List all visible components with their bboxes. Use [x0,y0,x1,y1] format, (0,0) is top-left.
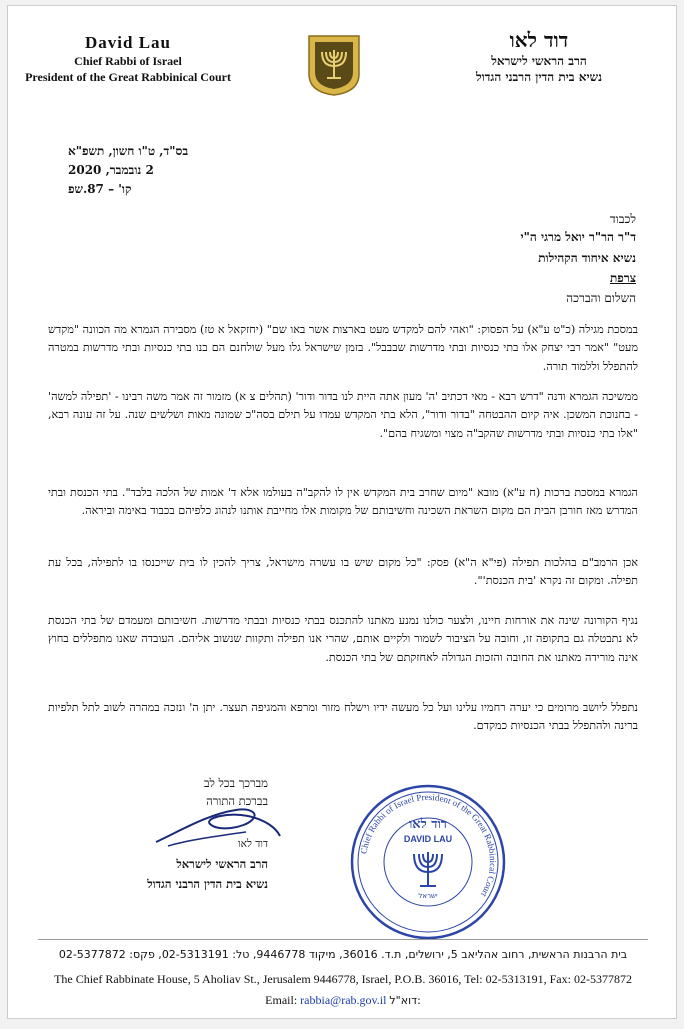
stamp-hebrew-name: דוד לאו [408,817,448,832]
footer-address-english: The Chief Rabbinate House, 5 Aholiav St., Jerusalem 9446778, Israel, P.O.B. 36016, Tel: 02-5313191, Fax: 02-5377872 [54,972,632,986]
letterhead-he-subtitle: נשיא בית הדין הרבני הגדול [475,70,603,84]
letterhead-en-subtitle: President of the Great Rabbinical Court [25,70,231,84]
email-link[interactable]: rabbia@rab.gov.il [300,993,387,1007]
closing-line-1: מברכך בכל לב [203,776,268,790]
greeting: השלום והברכה [566,291,636,305]
body-paragraph-6: נתפלל ליושב מרומים כי יערה רחמיו עלינו ועל כל מעשה ידיו וישלח מזור ומרפא והמגיפה תעצר. יתן ה' ונזכה במהרה לשוב לתל תלפיות ברינה ולהתפלל בבתי הכנסיות כמקדם. [48,701,638,733]
hebrew-date: בס"ד, ט"ו חשון, תשפ"א [68,144,189,158]
addressee-org: נשיא איחוד הקהילות [538,251,636,265]
addressee-to: לכבוד [609,212,636,226]
letterhead-en-title: Chief Rabbi of Israel [74,54,182,68]
footer-divider [38,939,648,940]
signature-name: דוד לאו [237,838,268,850]
official-stamp [348,782,508,942]
signer-title-1: הרב הראשי לישראל [176,857,268,871]
stamp-emblem-label: ישראל [418,892,438,900]
reference-number: קו' – 87.שפ [68,182,132,196]
footer-email-line [8,993,677,1008]
body-paragraph-2: ממשיכה הגמרא ודנה "דרש רבא - מאי דכתיב 'ה' מעון אתה היית לנו בדור ודור' (תהלים צ א) מזמור זה אמר משה רבינו - 'תפילה למשה' - בחנוכת המשכן. איה קיום ההבטחה "בדור ודור", הלא בתי המקדש עמדו על תילם בסה"כ שמונה מאות ושלשים שנה. על זה עונה רבא, "אלו בתי כנסיות ובתי מדרשות שהקב"ה מצוי ומשגיח בהם". [48,390,638,440]
footer-address-hebrew: בית הרבנות הראשית, רחוב אהליאב 5, ירושלים, ת.ד. 36016, מיקוד 9446778, טל: 02-5313191, פקס: 02-5377872 [58,948,628,961]
signer-title-2: נשיא בית הדין הרבני הגדול [147,877,268,891]
body-paragraph-1: במסכת מגילה (כ"ט ע"א) על הפסוק: "ואהי להם למקדש מעט בארצות אשר באו שם" (יחזקאל א טז) מסבירה הגמרא מה הכוונה "מקדש מעט" "אמר רבי יצחק אלו בתי כנסיות ובתי מדרשות שבבבל". בזמן שישראל גלו מעל שולחנם הם בנו בתי כנסיות ובתי מדרשות במטרה להתפלל וללמוד תורה. [48,323,638,373]
stamp-ring-english: Chief Rabbi of Israel President of the Great Rabbinical Court [358,791,499,899]
body-paragraph-3: הגמרא במסכת ברכות (ח ע"א) מובא "מיום שחרב בית המקדש אין לו להקב"ה בעולמו אלא ד' אמות של הלכה בלבד". בתי הכנסת ובתי המדרש מאז חורבן הבית הם מקום השראת השכינה וחשיבותם של מקומות אלו מחייבת אותנו לנהוג כלפיהם בכבוד באימה וביראה. [48,486,638,518]
letterhead-he-title: הרב הראשי לישראל [491,54,587,68]
stamp-english-name: DAVID LAU [403,834,453,844]
closing-line-2: בברכת התורה [206,794,268,808]
body-paragraph-4: אכן הרמב"ם בהלכות תפילה (פי"א ה"א) פסק: "כל מקום שיש בו עשרה מישראל, צריך להכין לו בית שייכנסו בו לתפילה, בכל עת תפילה. ומקום זה נקרא 'בית הכנסת'". [48,556,638,588]
email-label: Email: [265,993,298,1007]
letterhead-he-name: דוד לאו [509,28,569,52]
addressee-country: צרפת [609,271,636,285]
gregorian-date: 2 נובמבר, 2020 [68,163,154,177]
addressee-name: ד"ר הר"ר יואל מרגי ה"י [520,230,636,244]
letter-page [7,5,677,1019]
stamp-menorah-icon [414,852,442,886]
email-hebrew-label: דוא"ל: [389,994,421,1007]
state-emblem-icon [305,34,363,96]
letterhead-en-name: David Lau [85,33,171,52]
body-paragraph-5: נגיף הקורונה שינה את אורחות חיינו, ולצער כולנו נמנע מאתנו להתכנס בבתי כנסיות ובבתי מדרשות. חשיבותם ומעמדם של בתי הכנסת לא נתבטלה גם בתקופה זו, וחובה על הציבור לשמור ולקיים אותם, שהרי אנו תפילה ותקוות שנשוב אליהם. העובדה שאנו מתפללים בחוץ אינה מורידה מאתנו את החובה והזכות הגדולה לאחזקתם של בתי הכנסת. [48,614,638,664]
